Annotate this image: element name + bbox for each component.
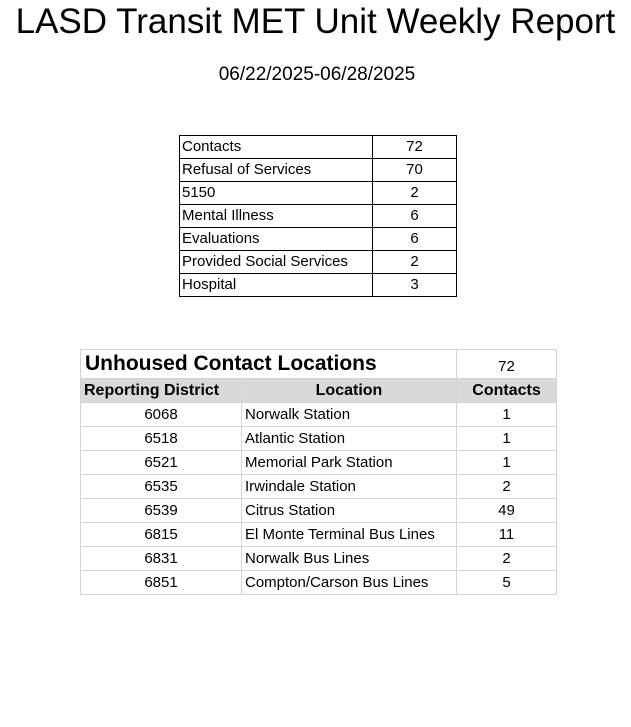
table-row bbox=[81, 571, 557, 595]
locations-header-row bbox=[81, 379, 557, 403]
summary-label: Provided Social Services bbox=[180, 251, 373, 274]
district-cell: 6521 bbox=[81, 451, 242, 475]
location-cell: Compton/Carson Bus Lines bbox=[242, 571, 457, 595]
summary-row bbox=[180, 205, 457, 228]
district-cell: 6518 bbox=[81, 427, 242, 451]
summary-label: Hospital bbox=[180, 274, 373, 297]
table-row bbox=[81, 403, 557, 427]
contacts-cell: 2 bbox=[457, 475, 557, 499]
summary-label: Refusal of Services bbox=[180, 159, 373, 182]
location-cell: Norwalk Bus Lines bbox=[242, 547, 457, 571]
location-cell: Citrus Station bbox=[242, 499, 457, 523]
contacts-cell: 49 bbox=[457, 499, 557, 523]
contacts-cell: 5 bbox=[457, 571, 557, 595]
summary-label: Evaluations bbox=[180, 228, 373, 251]
report-title: LASD Transit MET Unit Weekly Report bbox=[15, 2, 616, 41]
location-cell: Norwalk Station bbox=[242, 403, 457, 427]
summary-row bbox=[180, 159, 457, 182]
summary-value: 6 bbox=[373, 228, 457, 251]
table-row bbox=[81, 427, 557, 451]
summary-label: 5150 bbox=[180, 182, 373, 205]
location-cell: El Monte Terminal Bus Lines bbox=[242, 523, 457, 547]
summary-label: Mental Illness bbox=[180, 205, 373, 228]
location-cell: Atlantic Station bbox=[242, 427, 457, 451]
locations-title-row bbox=[81, 350, 557, 379]
header-location: Location bbox=[242, 379, 457, 403]
contacts-cell: 1 bbox=[457, 403, 557, 427]
report-date-range: 06/22/2025-06/28/2025 bbox=[218, 64, 416, 85]
location-cell: Irwindale Station bbox=[242, 475, 457, 499]
district-cell: 6851 bbox=[81, 571, 242, 595]
contacts-cell: 1 bbox=[457, 427, 557, 451]
summary-value: 3 bbox=[373, 274, 457, 297]
locations-title: Unhoused Contact Locations bbox=[81, 350, 457, 379]
table-row bbox=[81, 499, 557, 523]
table-row bbox=[81, 451, 557, 475]
header-contacts: Contacts bbox=[457, 379, 557, 403]
table-row bbox=[81, 523, 557, 547]
summary-row bbox=[180, 182, 457, 205]
summary-value: 2 bbox=[373, 251, 457, 274]
header-reporting-district: Reporting District bbox=[81, 379, 242, 403]
district-cell: 6539 bbox=[81, 499, 242, 523]
district-cell: 6535 bbox=[81, 475, 242, 499]
summary-value: 70 bbox=[373, 159, 457, 182]
summary-label: Contacts bbox=[180, 136, 373, 159]
contacts-cell: 11 bbox=[457, 523, 557, 547]
district-cell: 6831 bbox=[81, 547, 242, 571]
summary-row bbox=[180, 251, 457, 274]
summary-value: 72 bbox=[373, 136, 457, 159]
summary-value: 2 bbox=[373, 182, 457, 205]
summary-value: 6 bbox=[373, 205, 457, 228]
table-row bbox=[81, 547, 557, 571]
summary-row bbox=[180, 274, 457, 297]
district-cell: 6068 bbox=[81, 403, 242, 427]
summary-row bbox=[180, 228, 457, 251]
locations-table bbox=[80, 349, 557, 595]
contacts-cell: 1 bbox=[457, 451, 557, 475]
contacts-cell: 2 bbox=[457, 547, 557, 571]
district-cell: 6815 bbox=[81, 523, 242, 547]
location-cell: Memorial Park Station bbox=[242, 451, 457, 475]
summary-row bbox=[180, 136, 457, 159]
locations-total: 72 bbox=[457, 350, 557, 379]
summary-table bbox=[179, 135, 457, 297]
table-row bbox=[81, 475, 557, 499]
